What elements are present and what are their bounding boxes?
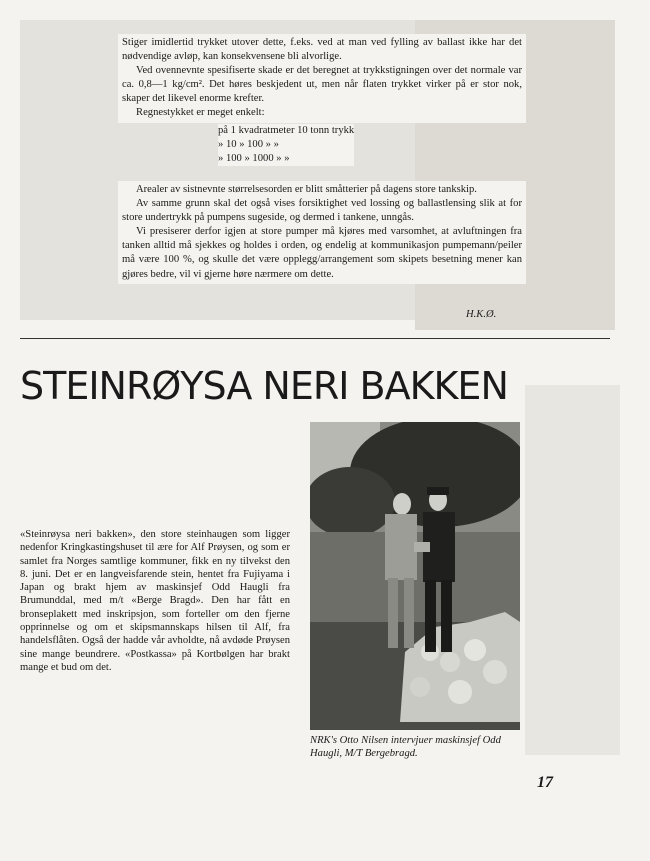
calculation-row: » 10 » 100 » » [218, 139, 279, 150]
paragraph: Stiger imidlertid trykket utover dette, f.eks. ved at man ved fylling av ballast ikke har det nødvendige avløp, kan konsekvensene bli alvorlige. [122, 37, 522, 63]
article-photo [310, 422, 520, 730]
photo-caption: NRK's Otto Nilsen intervjuer maskinsjef Odd Haugli, M/T Bergebragd. [310, 735, 501, 760]
article-body: «Steinrøysa neri bakken», den store steinhaugen som ligger nedenfor Kringkastingshuset til ære for Alf Prøysen, og som er samlet fra Norges samtlige kommuner, fikk en ny tilvekst den 8. juni. Det er en langveisfarende stein, hentet fra Fujiyama i Japan og brakt hjem av maskinsjef Odd Haugli fra Brumunddal, med m/t «Berge Bragd». Den har fått en bronseplakett med inskripsjon, som forteller om den fjerne opprinnelse og om et skipsmannskaps hilsen til Alf, fra handelsflåten. Også der hadde vår avholdte, nå avdøde Prøysen sine mange beundrere. «Postkassa» på Kortbølgen har brakt mange et bud om det. [20, 529, 290, 673]
lower-body-text [118, 181, 526, 284]
paragraph: Vi presiserer derfor igjen at store pumper må kjøres med varsomhet, at avluftningen fra tanken alltid må sjekkes og holdes i orden, og endelig at kommunikasjon pumpemann/peiler må være 100 %, og skulle det være opplegg/arrangement som skipets besetning mener kan gjøres bedre, vil vi gjerne høre nærmere om dette. [122, 226, 522, 280]
paragraph: Av samme grunn skal det også vises forsiktighet ved lossing og ballastlensing slik at for store undertrykk på pumpens sugeside, og dermed i tankene, unngås. [122, 198, 522, 224]
paragraph: Ved ovennevnte spesifiserte skade er det beregnet at trykkstigningen over det normale var ca. 0,8—1 kg/cm². Det høres beskjedent ut, men når flaten trykket virker på er stor nok, skaper det likevel enorme krefter. [122, 65, 522, 105]
calculation-row: » 100 » 1000 » » [218, 153, 290, 164]
author-signature: H.K.Ø. [466, 309, 497, 320]
section-divider [20, 338, 610, 339]
top-body-text [118, 34, 526, 123]
bleed-through-column [525, 385, 620, 755]
calculation-row: på 1 kvadratmeter 10 tonn trykk [218, 125, 355, 136]
article-headline: STEINRØYSA NERI BAKKEN [20, 364, 508, 408]
paragraph: Arealer av sistnevnte størrelsesorden er blitt småtterier på dagens store tankskip. [136, 184, 477, 195]
page-number: 17 [537, 774, 553, 791]
paragraph: Regnestykket er meget enkelt: [136, 107, 265, 119]
calculation-table [218, 124, 354, 166]
